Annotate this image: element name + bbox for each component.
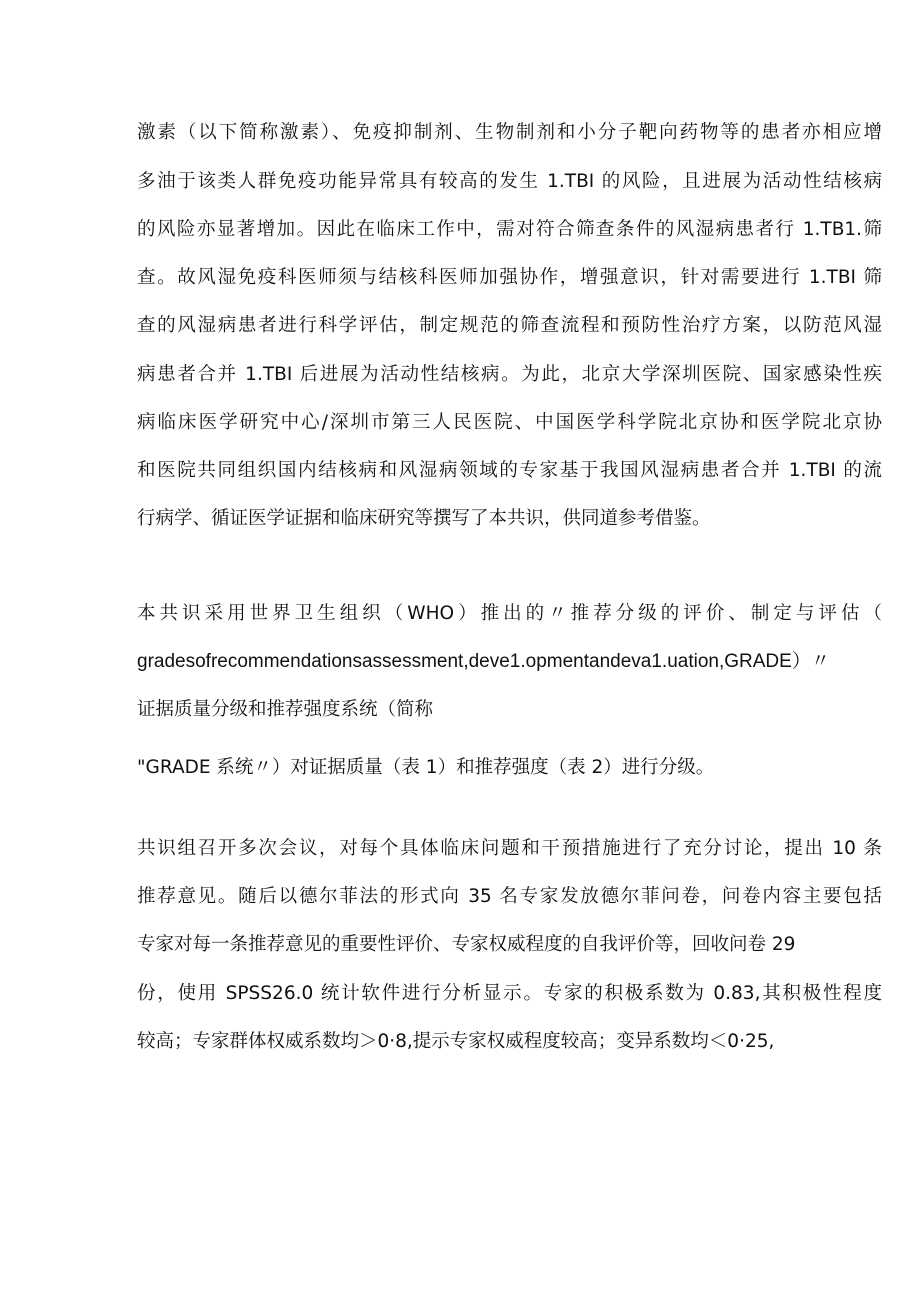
- paragraph-1-line-4: 查。故风湿免疫科医师须与结核科医师加强协作，增强意识，针对需要进行 1.TBI 筛: [137, 267, 882, 288]
- paragraph-1-line-9: 行病学、循证医学证据和临床研究等撰写了本共识，供同道参考借鉴。: [137, 508, 711, 529]
- paragraph-2-line-4: "GRADE 系统〃）对证据质量（表 1）和推荐强度（表 2）进行分级。: [137, 757, 715, 778]
- paragraph-1-line-3: 的风险亦显著增加。因此在临床工作中，需对符合筛查条件的风湿病患者行 1.TB1.筛: [137, 219, 882, 240]
- paragraph-1-line-7: 病临床医学研究中心/深圳市第三人民医院、中国医学科学院北京协和医学院北京协: [137, 412, 882, 433]
- paragraph-3-line-5: 较高；专家群体权威系数均＞0·8,提示专家权威程度较高；变异系数均＜0·25,: [137, 1031, 775, 1052]
- paragraph-1-line-6: 病患者合并 1.TBI 后进展为活动性结核病。为此，北京大学深圳医院、国家感染性疾: [137, 364, 882, 385]
- paragraph-3-line-3: 专家对每一条推荐意见的重要性评价、专家权威程度的自我评价等，回收问卷 29: [137, 934, 796, 955]
- paragraph-1-line-2: 多油于该类人群免疫功能异常具有较高的发生 1.TBI 的风险，且进展为活动性结核病: [137, 171, 882, 192]
- paragraph-2-line-3: 证据质量分级和推荐强度系统（简称: [137, 699, 434, 720]
- paragraph-3-line-2: 推荐意见。随后以德尔菲法的形式向 35 名专家发放德尔菲问卷，问卷内容主要包括: [137, 886, 882, 907]
- paragraph-3-line-4: 份，使用 SPSS26.0 统计软件进行分析显示。专家的积极系数为 0.83,其积极性程度: [137, 983, 882, 1004]
- paragraph-3-line-1: 共识组召开多次会议，对每个具体临床问题和干预措施进行了充分讨论，提出 10 条: [137, 838, 882, 859]
- paragraph-2-line-1: 本共识采用世界卫生组织（WHO）推出的〃推荐分级的评价、制定与评估（: [137, 603, 882, 624]
- paragraph-1-line-1: 激素（以下简称激素）、免疫抑制剂、生物制剂和小分子靶向药物等的患者亦相应增: [137, 122, 882, 143]
- paragraph-1-line-8: 和医院共同组织国内结核病和风湿病领域的专家基于我国风湿病患者合并 1.TBI 的流: [137, 460, 882, 481]
- paragraph-2-line-2: gradesofrecommendationsassessment,deve1.opmentandeva1.uation,GRADE）〃: [137, 651, 830, 672]
- paragraph-1-line-5: 查的风湿病患者进行科学评估，制定规范的筛查流程和预防性治疗方案，以防范风湿: [137, 315, 882, 336]
